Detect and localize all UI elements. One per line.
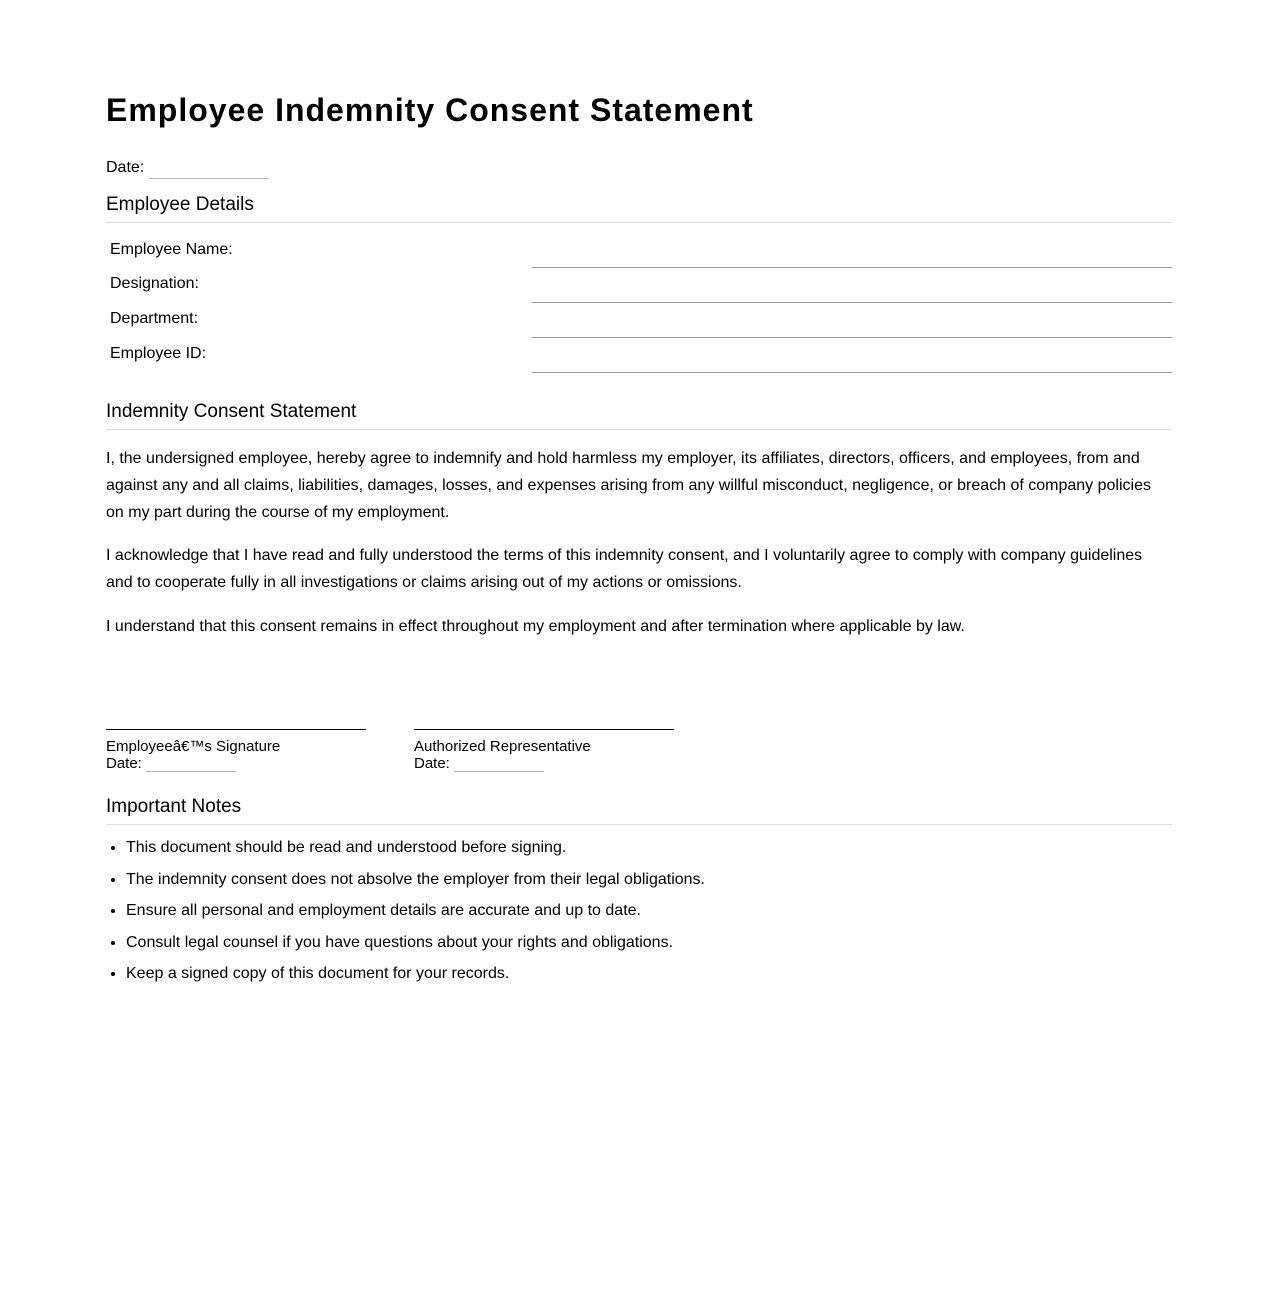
consent-paragraph-2: I acknowledge that I have read and fully understood the terms of this indemnity consent, and I voluntarily agree to comply with company guidelines and to cooperate fully in all investigations or claims arising out of my actions or omissions. (106, 547, 1143, 591)
employee-signature-line[interactable] (106, 729, 366, 730)
department-field[interactable] (532, 337, 1172, 338)
note-item: • Ensure all personal and employment details are accurate and up to date. (126, 899, 1172, 923)
employee-name-field[interactable] (532, 267, 1172, 268)
employee-signature-label: Employeeâ€™s Signature (106, 738, 281, 755)
employee-signature-date-field[interactable] (146, 761, 236, 772)
consent-paragraph-1: I, the undersigned employee, hereby agree to indemnify and hold harmless my employer, its affiliates, directors, officers, and employees, from and against any and all claims, liabilities, damages, losses, and expenses arising from any willful misconduct, negligence, or breach of company policies on my part during the course of my employment. (106, 450, 1151, 521)
representative-signature-block (414, 729, 674, 772)
note-item: • Keep a signed copy of this document for your records. (126, 962, 1172, 986)
designation-field[interactable] (532, 302, 1172, 303)
consent-paragraph-3: I understand that this consent remains in effect throughout my employment and after termination where applicable by law. (106, 618, 965, 635)
document-date-row (106, 152, 269, 179)
employee-details-heading: Employee Details (106, 193, 1172, 223)
date-field[interactable] (149, 152, 269, 179)
employee-name-label: Employee Name: (110, 241, 233, 258)
notes-list (106, 836, 1172, 994)
representative-signature-date-row (414, 755, 674, 772)
department-label: Department: (110, 310, 199, 327)
representative-signature-line[interactable] (414, 729, 674, 730)
employee-signature-date-row (106, 755, 366, 772)
representative-signature-date-label: Date: (414, 755, 450, 772)
designation-label: Designation: (110, 275, 199, 292)
employee-signature-date-label: Date: (106, 755, 142, 772)
representative-signature-label: Authorized Representative (414, 738, 591, 755)
consent-heading: Indemnity Consent Statement (106, 400, 1172, 430)
representative-signature-date-field[interactable] (454, 761, 544, 772)
notes-heading: Important Notes (106, 795, 1172, 825)
note-item: • This document should be read and understood before signing. (126, 836, 1172, 860)
document-title: Employee Indemnity Consent Statement (106, 92, 754, 128)
employee-signature-block (106, 729, 366, 772)
employee-id-label: Employee ID: (110, 345, 207, 362)
date-label: Date: (106, 159, 145, 176)
note-item: • The indemnity consent does not absolve the employer from their legal obligations. (126, 868, 1172, 892)
note-item: • Consult legal counsel if you have questions about your rights and obligations. (126, 931, 1172, 955)
employee-id-field[interactable] (532, 372, 1172, 373)
